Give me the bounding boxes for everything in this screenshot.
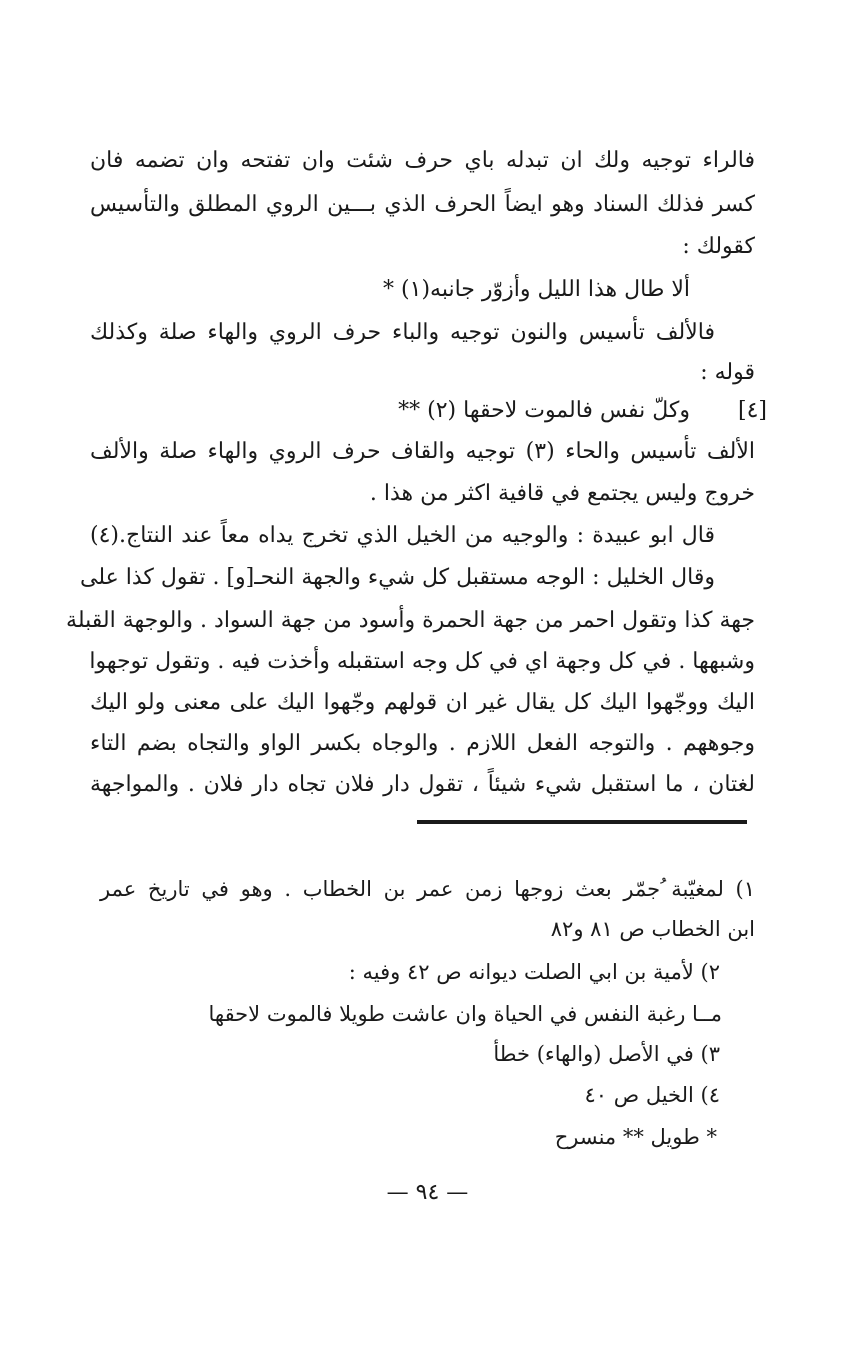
footnote-line: ١) لمغيّبة ُجمّر بعث زوجها زمن عمر بن الخطاب . وهو في تاريخ عمر: [100, 877, 755, 901]
body-line: وجوههم . والتوجه الفعل اللازم . والوجاه بكسر الواو والتجاه بضم التاء: [90, 731, 755, 756]
body-line: قوله :: [700, 360, 755, 385]
margin-mark: [٤]: [737, 398, 767, 423]
body-line: الألف تأسيس والحاء (٣) توجيه والقاف حرف الروي والهاء صلة والألف: [90, 439, 755, 464]
body-line: خروج وليس يجتمع في قافية اكثر من هذا .: [369, 481, 755, 506]
body-line: كسر فذلك السناد وهو ايضاً الحرف الذي بـــين الروي المطلق والتأسيس: [90, 192, 755, 217]
verse-line: وكلّ نفس فالموت لاحقها (٢) **: [398, 398, 690, 423]
page-number: — ٩٤ —: [386, 1180, 469, 1205]
body-line: وشبهها . في كل وجهة اي في كل وجه استقبله وأخذت فيه . وتقول توجهوا: [89, 649, 755, 674]
footnote-verse: مــا رغبة النفس في الحياة وان عاشت طويلا فالموت لاحقها: [208, 1002, 722, 1026]
verse-line: ألا طال هذا الليل وأزوّر جانبه(١) *: [383, 277, 690, 302]
body-line: وقال الخليل : الوجه مستقبل كل شيء والجهة النحـ[و] . تقول كذا على: [79, 565, 715, 590]
footnote-line: ٢) لأمية بن ابي الصلت ديوانه ص ٤٢ وفيه :: [348, 960, 720, 984]
body-line: كقولك :: [682, 234, 755, 259]
body-line: فالألف تأسيس والنون توجيه والباء حرف الروي والهاء صلة وكذلك: [90, 320, 715, 345]
footnote-line: ابن الخطاب ص ٨١ و٨٢: [550, 917, 755, 941]
body-line: قال ابو عبيدة : والوجيه من الخيل الذي تخرج يداه معاً عند النتاج.(٤): [90, 523, 715, 548]
footnote-line: ٣) في الأصل (والهاء) خطأ: [493, 1042, 720, 1066]
footnote-separator: [417, 820, 747, 824]
body-line: لغتان ، ما استقبل شيء شيئاً ، تقول دار فلان تجاه دار فلان . والمواجهة: [90, 772, 755, 797]
body-line: اليك ووجّهوا اليك كل يقال غير ان قولهم وجّهوا اليك على معنى ولو اليك: [90, 690, 755, 715]
footnote-line: * طويل ** منسرح: [554, 1125, 717, 1149]
body-line: فالراء توجيه ولك ان تبدله باي حرف شئت وان تفتحه وان تضمه فان: [90, 148, 755, 173]
footnote-line: ٤) الخيل ص ٤٠: [584, 1083, 720, 1107]
body-line: جهة كذا وتقول احمر من جهة الحمرة وأسود من جهة السواد . والوجهة القبلة: [66, 608, 755, 633]
